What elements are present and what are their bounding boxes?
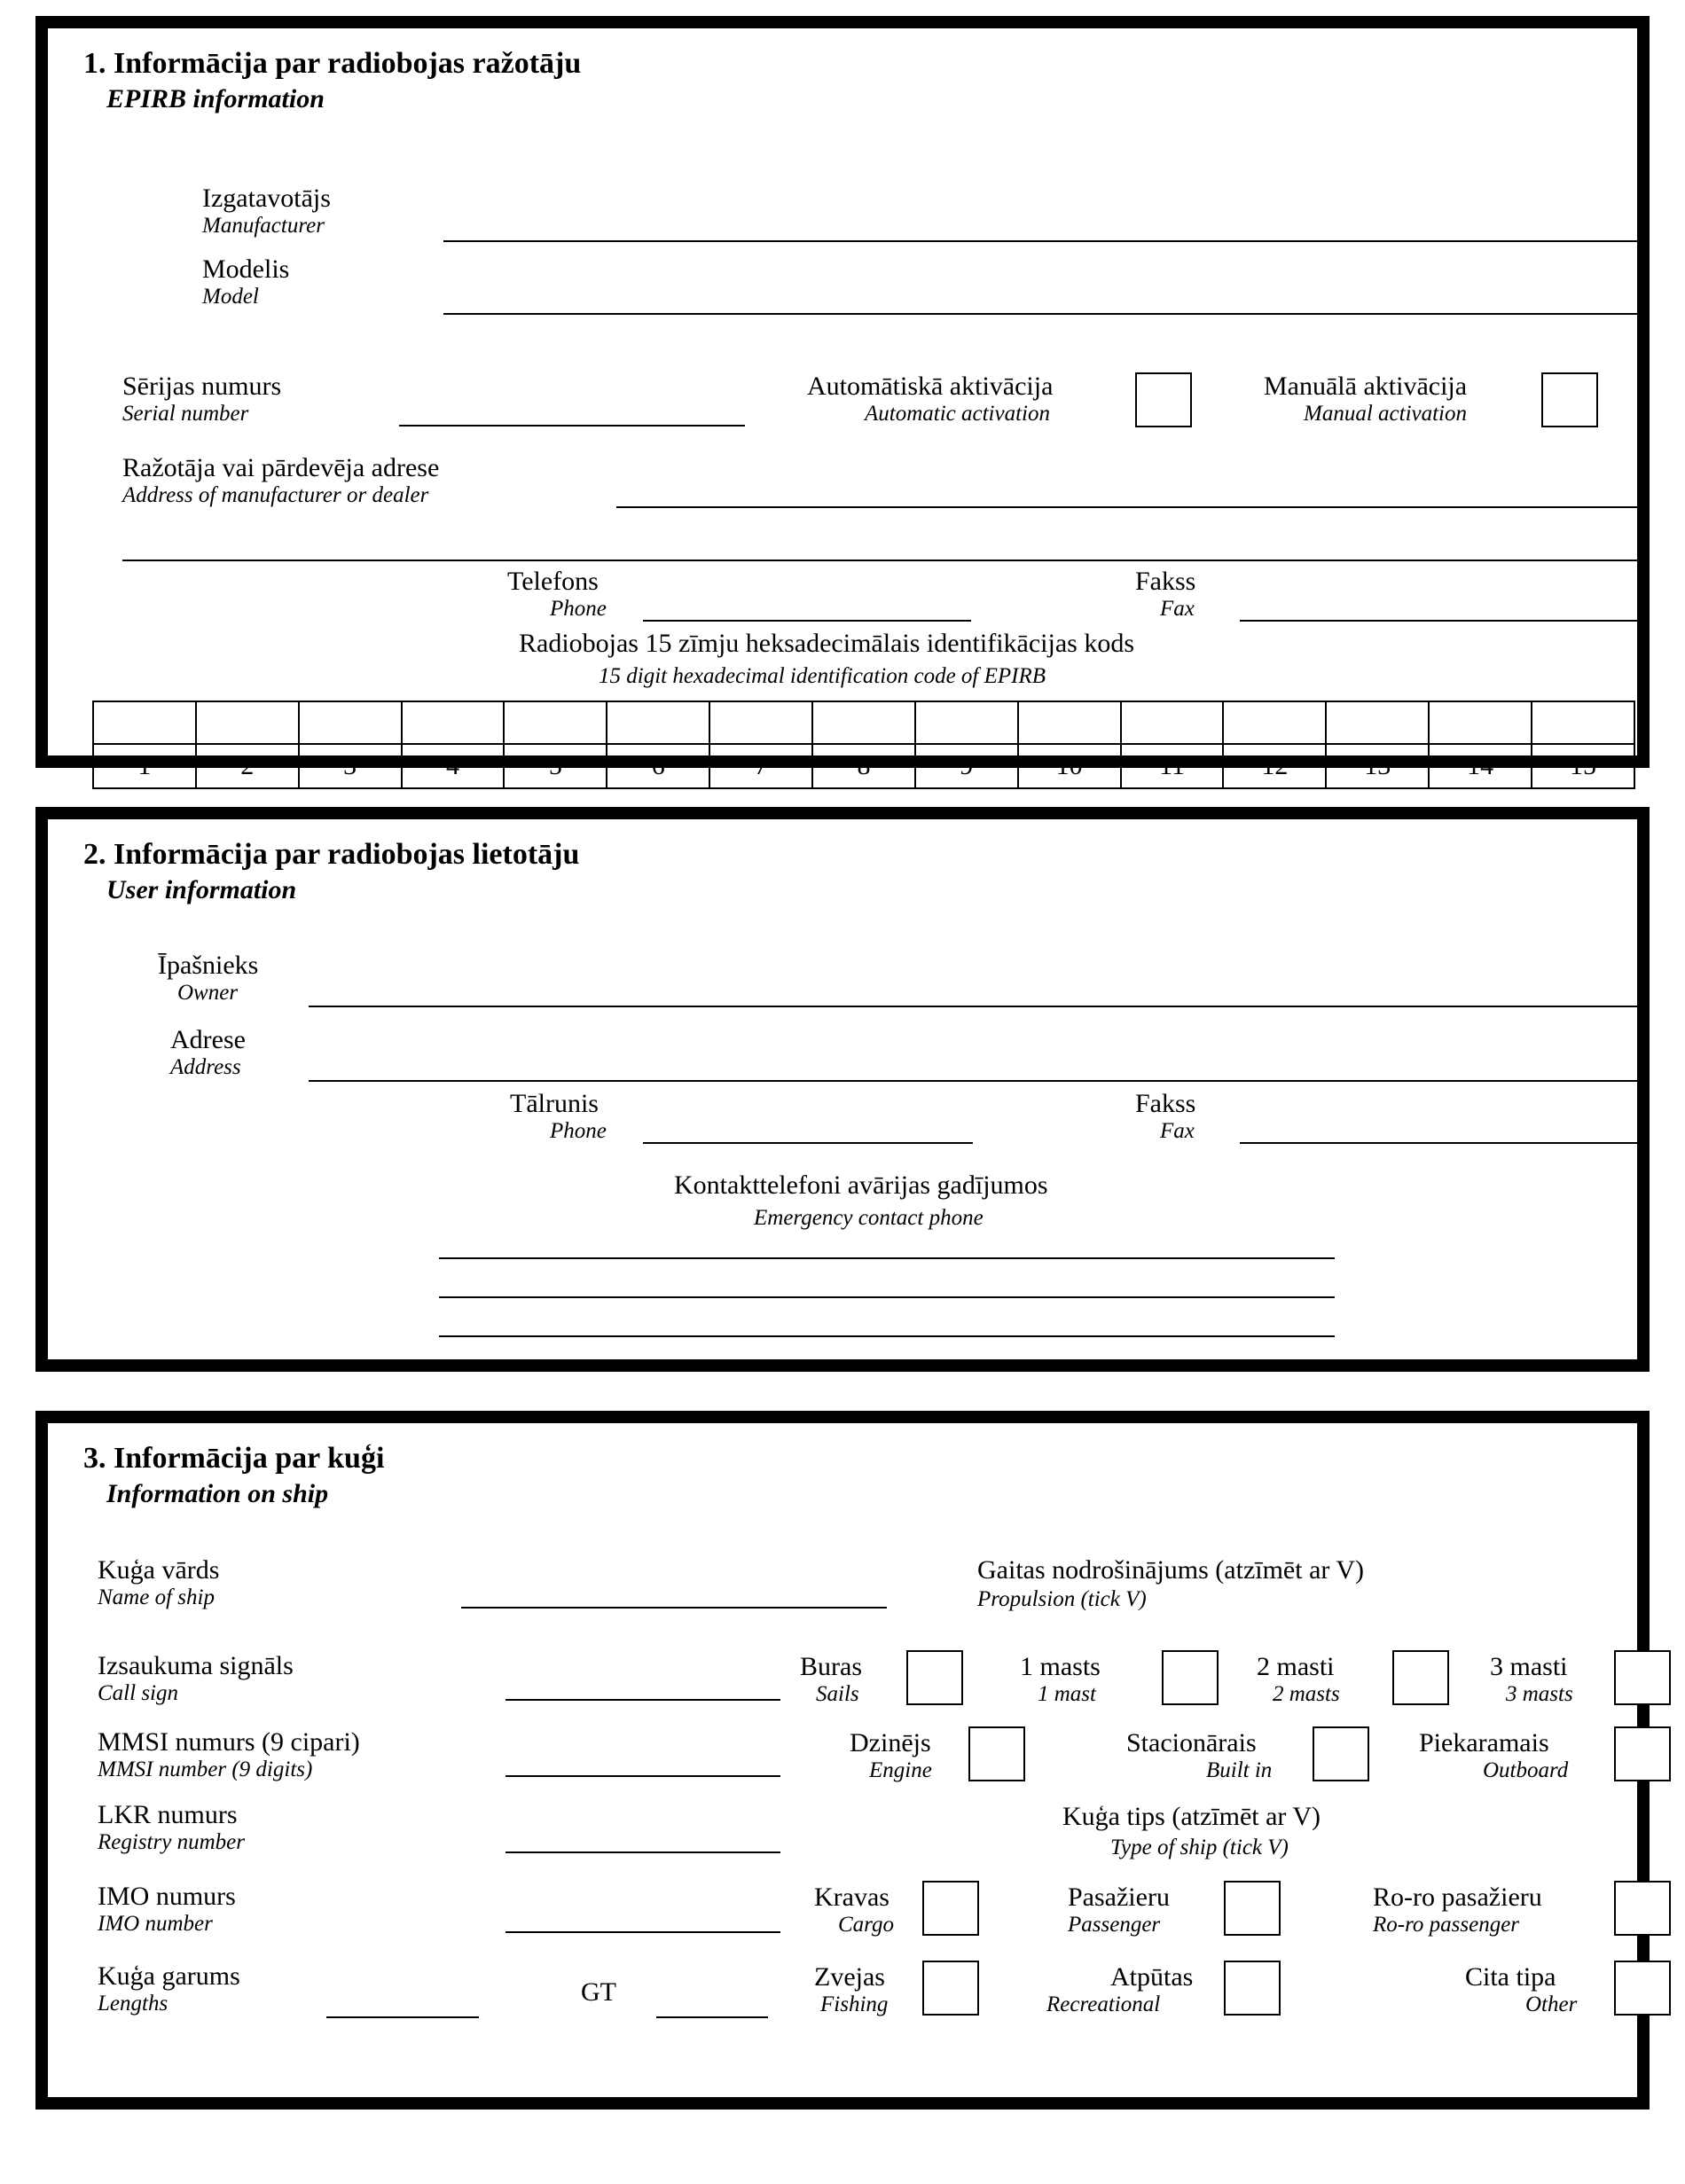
hex-cell-number: 9 [915,744,1018,788]
serial-number-input[interactable] [399,424,745,427]
manufacturer-label-lv: Izgatavotājs [202,183,331,213]
registry-number-label-en: Registry number [98,1829,245,1854]
owner-address-label-lv: Adrese [170,1025,246,1055]
section-user-information [35,807,1650,1373]
hex-cell-input[interactable] [1121,701,1224,744]
imo-number-label-en: IMO number [98,1911,213,1936]
call-sign-label-en: Call sign [98,1680,178,1705]
manufacturer-input[interactable] [443,239,1641,242]
section-2-subtitle: User information [106,874,297,904]
hex-cell-number: 2 [196,744,299,788]
one-mast-label-en: 1 mast [1038,1681,1096,1706]
owner-address-label-en: Address [170,1055,241,1080]
owner-label-lv: Īpašnieks [158,951,259,981]
built-in-label-en: Built in [1206,1757,1273,1782]
hex-cell-number: 6 [607,744,709,788]
owner-label-en: Owner [177,981,239,1006]
hex-cell-input[interactable] [812,701,915,744]
hex-cell-input[interactable] [93,701,196,744]
fax-label-lv: Fakss [1135,566,1196,596]
hex-code-table [92,701,1635,789]
section-3-subtitle: Information on ship [106,1479,329,1509]
two-masts-label-en: 2 masts [1273,1681,1340,1706]
passenger-label-lv: Pasažieru [1068,1882,1170,1912]
sails-label-lv: Buras [800,1651,862,1681]
mmsi-label-lv: MMSI numurs (9 cipari) [98,1726,360,1757]
owner-address-input-line-1[interactable] [309,1079,1641,1082]
manufacturer-label-en: Manufacturer [202,213,325,238]
other-type-label-en: Other [1525,1992,1578,2016]
gt-input[interactable] [656,2016,768,2018]
mmsi-label-en: MMSI number (9 digits) [98,1757,313,1781]
owner-input[interactable] [309,1005,1641,1007]
hex-cell-number: 7 [709,744,812,788]
hex-cell-number: 13 [1326,744,1429,788]
ship-type-title-en: Type of ship (tick V) [1110,1835,1289,1859]
imo-number-input[interactable] [506,1930,780,1933]
hex-cell-input[interactable] [1532,701,1634,744]
model-input[interactable] [443,312,1641,315]
mmsi-input[interactable] [506,1774,780,1777]
manual-activation-label-lv: Manuālā aktivācija [1264,371,1468,401]
ship-type-title-lv: Kuģa tips (atzīmēt ar V) [1062,1801,1321,1831]
serial-number-label-lv: Sērijas numurs [122,371,282,401]
registry-number-label-lv: LKR numurs [98,1799,238,1829]
registry-number-input[interactable] [506,1851,780,1853]
passenger-checkbox[interactable] [1224,1881,1281,1936]
automatic-activation-label-lv: Automātiskā aktivācija [807,371,1054,401]
recreational-label-lv: Atpūtas [1110,1961,1194,1992]
outboard-label-en: Outboard [1483,1757,1569,1782]
section-3-title: 3. Informācija par kuģi [83,1442,385,1476]
section-1-subtitle: EPIRB information [106,84,325,114]
fishing-label-en: Fishing [820,1992,889,2016]
phone-label-en: Phone [550,596,607,621]
manual-activation-label-en: Manual activation [1304,401,1467,426]
ship-length-label-en: Lengths [98,1991,168,2016]
dealer-address-input-line-1[interactable] [616,505,1641,508]
roro-passenger-label-lv: Ro-ro pasažieru [1373,1882,1542,1912]
user-fax-input[interactable] [1240,1141,1641,1144]
ship-length-label-lv: Kuģa garums [98,1961,240,1991]
user-phone-label-lv: Tālrunis [510,1089,599,1119]
user-fax-label-lv: Fakss [1135,1089,1196,1119]
sails-label-en: Sails [816,1681,859,1706]
fax-label-en: Fax [1160,596,1195,621]
hex-cell-input[interactable] [1018,701,1121,744]
gt-label: GT [581,1977,616,2007]
hex-cell-input[interactable] [1223,701,1326,744]
emergency-contact-label-lv: Kontakttelefoni avārijas gadījumos [674,1170,1048,1201]
emergency-contact-input-1[interactable] [439,1256,1335,1259]
hex-code-entry-row[interactable] [93,701,1634,744]
hex-cell-number: 11 [1121,744,1224,788]
outboard-checkbox[interactable] [1614,1726,1671,1781]
hex-cell-number: 1 [93,744,196,788]
engine-label-en: Engine [869,1757,932,1782]
hex-code-title-en: 15 digit hexadecimal identification code of EPIRB [599,663,1046,688]
section-2-title: 2. Informācija par radiobojas lietotāju [83,837,580,871]
dealer-address-label-en: Address of manufacturer or dealer [122,482,429,507]
passenger-label-en: Passenger [1068,1912,1161,1937]
recreational-label-en: Recreational [1046,1992,1161,2016]
ship-name-input[interactable] [461,1606,887,1609]
hex-cell-number: 14 [1429,744,1532,788]
section-ship-information [35,1411,1650,2110]
cargo-label-en: Cargo [838,1912,894,1937]
one-mast-label-lv: 1 masts [1020,1651,1101,1681]
hex-cell-input[interactable] [709,701,812,744]
automatic-activation-checkbox[interactable] [1135,372,1192,427]
phone-input[interactable] [643,619,971,622]
hex-cell-input[interactable] [504,701,607,744]
roro-passenger-checkbox[interactable] [1614,1881,1671,1936]
other-type-checkbox[interactable] [1614,1961,1671,2016]
hex-code-title-lv: Radiobojas 15 zīmju heksadecimālais identifikācijas kods [519,628,1134,658]
roro-passenger-label-en: Ro-ro passenger [1373,1912,1520,1937]
manual-activation-checkbox[interactable] [1541,372,1598,427]
fishing-label-lv: Zvejas [814,1961,885,1992]
hex-cell-number: 8 [812,744,915,788]
propulsion-title-lv: Gaitas nodrošinājums (atzīmēt ar V) [977,1554,1364,1585]
engine-label-lv: Dzinējs [850,1727,931,1757]
hex-cell-input[interactable] [607,701,709,744]
cargo-checkbox[interactable] [922,1881,979,1936]
phone-label-lv: Telefons [507,566,599,596]
imo-number-label-lv: IMO numurs [98,1881,236,1911]
emergency-contact-input-2[interactable] [439,1296,1335,1298]
hex-cell-number: 4 [402,744,505,788]
hex-cell-input[interactable] [1429,701,1532,744]
three-masts-label-en: 3 masts [1506,1681,1573,1706]
hex-cell-number: 15 [1532,744,1634,788]
section-epirb-information [35,16,1650,780]
hex-cell-number: 5 [504,744,607,788]
three-masts-label-lv: 3 masti [1490,1651,1568,1681]
automatic-activation-label-en: Automatic activation [865,401,1050,426]
sails-checkbox[interactable] [906,1650,963,1705]
hex-cell-input[interactable] [402,701,505,744]
fax-input[interactable] [1240,619,1641,622]
ship-name-label-en: Name of ship [98,1585,215,1609]
user-phone-label-en: Phone [550,1119,607,1144]
two-masts-label-lv: 2 masti [1257,1651,1335,1681]
hex-code-number-row [93,744,1634,788]
hex-cell-number: 10 [1018,744,1121,788]
call-sign-label-lv: Izsaukuma signāls [98,1650,294,1680]
section-1-title: 1. Informācija par radiobojas ražotāju [83,47,582,80]
dealer-address-label-lv: Ražotāja vai pārdevēja adrese [122,452,440,482]
hex-cell-input[interactable] [196,701,299,744]
two-masts-checkbox[interactable] [1392,1650,1449,1705]
built-in-label-lv: Stacionārais [1126,1727,1257,1757]
hex-cell-input[interactable] [299,701,402,744]
serial-number-label-en: Serial number [122,401,249,426]
hex-cell-input[interactable] [1326,701,1429,744]
ship-length-input[interactable] [326,2016,479,2018]
one-mast-checkbox[interactable] [1162,1650,1219,1705]
emergency-contact-input-3[interactable] [439,1335,1335,1337]
ship-name-label-lv: Kuģa vārds [98,1554,220,1585]
built-in-checkbox[interactable] [1313,1726,1369,1781]
dealer-address-input-line-2[interactable] [122,559,1641,561]
hex-cell-input[interactable] [915,701,1018,744]
cargo-label-lv: Kravas [814,1882,890,1912]
emergency-contact-label-en: Emergency contact phone [754,1206,984,1231]
hex-cell-number: 12 [1223,744,1326,788]
call-sign-input[interactable] [506,1698,780,1701]
user-fax-label-en: Fax [1160,1119,1195,1144]
three-masts-checkbox[interactable] [1614,1650,1671,1705]
outboard-label-lv: Piekaramais [1419,1727,1549,1757]
user-phone-input[interactable] [643,1141,973,1144]
propulsion-title-en: Propulsion (tick V) [977,1586,1147,1611]
engine-checkbox[interactable] [968,1726,1025,1781]
fishing-checkbox[interactable] [922,1961,979,2016]
model-label-en: Model [202,284,259,309]
hex-cell-number: 3 [299,744,402,788]
model-label-lv: Modelis [202,254,290,284]
recreational-checkbox[interactable] [1224,1961,1281,2016]
other-type-label-lv: Cita tipa [1465,1961,1556,1992]
